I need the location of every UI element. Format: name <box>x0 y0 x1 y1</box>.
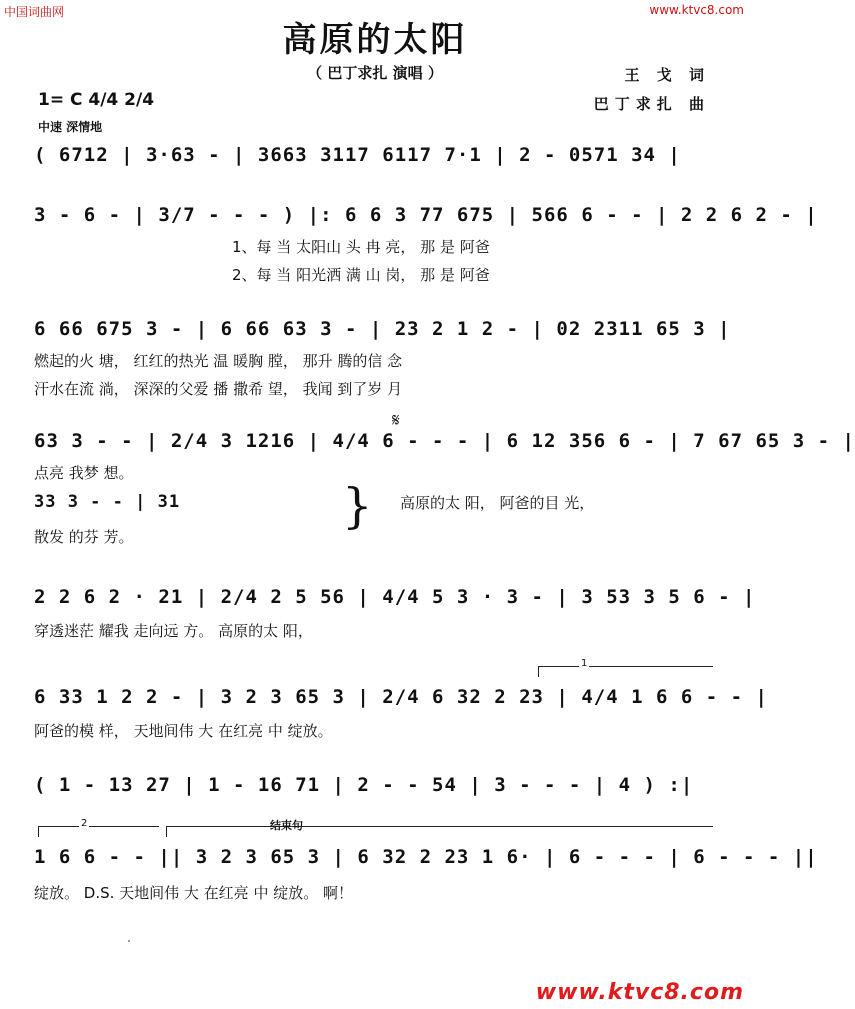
lyric-verse2-row4: 散发 的芬 芳。 <box>34 528 134 546</box>
score-row-4-alt: 33 3 - - | 31 <box>34 492 181 512</box>
stray-dot <box>128 940 130 942</box>
score-row-8: 1 6 6 - - || 3 2 3 65 3 | 6 32 2 23 1 6· | 6 - - - | 6 - - - || <box>34 846 818 868</box>
lyric-verse1-row3: 燃起的火 塘， 红红的热光 温 暖胸 膛， 那升 腾的信 念 <box>34 352 403 370</box>
ending-bracket <box>166 826 713 837</box>
lyric-verse1-row4: 点亮 我梦 想。 <box>34 464 134 482</box>
volta-bracket-1: 1 <box>538 666 713 677</box>
song-title: 高原的太阳 <box>282 20 468 60</box>
segno-sign: 𝄋 <box>392 410 400 431</box>
lyric-chorus-row4: 高原的太 阳， 阿爸的目 光， <box>400 494 595 512</box>
lyric-row6: 阿爸的模 样， 天地间伟 大 在红亮 中 绽放。 <box>34 722 333 740</box>
lyric-verse1-row2: 1、每 当 太阳山 头 冉 亮， 那 是 阿爸 <box>232 238 490 256</box>
score-row-5: 2 2 6 2 · 21 | 2/4 2 5 56 | 4/4 5 3 · 3 - | 3 53 3 5 6 - | <box>34 586 756 608</box>
lyric-verse2-row2: 2、每 当 阳光洒 满 山 岗， 那 是 阿爸 <box>232 266 490 284</box>
composer-credit: 巴丁求扎 曲 <box>593 95 710 113</box>
lyricist-credit: 王 戈 词 <box>624 66 710 84</box>
lyric-verse2-row3: 汗水在流 淌， 深深的父爱 播 撒希 望， 我闻 到了岁 月 <box>34 380 403 398</box>
score-row-1: ( 6712 | 3·63 - | 3663 3117 6117 7·1 | 2 - 0571 34 | <box>34 144 681 166</box>
lyric-row8: 绽放。 D.S. 天地间伟 大 在红亮 中 绽放。 啊！ <box>34 884 353 902</box>
verse-brace: } <box>342 478 373 534</box>
score-row-7: ( 1 - 13 27 | 1 - 16 71 | 2 - - 54 | 3 - - - | 4 ) :| <box>34 774 694 796</box>
ending-label: 结束句 <box>270 819 303 832</box>
lyric-row5: 穿透迷茫 耀我 走向远 方。 高原的太 阳， <box>34 622 313 640</box>
score-row-2: 3 - 6 - | 3/7 - - - ) |: 6 6 3 77 675 | 566 6 - - | 2 2 6 2 - | <box>34 204 818 226</box>
score-row-3: 6 66 675 3 - | 6 66 63 3 - | 23 2 1 2 - | 02 2311 65 3 | <box>34 318 731 340</box>
watermark-top-right: www.ktvc8.com <box>649 3 744 17</box>
score-row-4: 63 3 - - | 2/4 3 1216 | 4/4 6 - - - | 6 12 356 6 - | 7 67 65 3 - | <box>34 430 855 452</box>
performer-credit: （ 巴丁求扎 演唱 ） <box>307 64 443 82</box>
tempo-marking: 中速 深情地 <box>38 120 103 134</box>
watermark-top-left: 中国词曲网 <box>4 5 65 19</box>
watermark-bottom-right: www.ktvc8.com <box>535 980 744 1005</box>
volta-bracket-2: 2 <box>38 826 159 837</box>
score-row-6: 6 33 1 2 2 - | 3 2 3 65 3 | 2/4 6 32 2 23 | 4/4 1 6 6 - - | <box>34 686 768 708</box>
key-signature: 1= C 4/4 2/4 <box>38 90 155 110</box>
